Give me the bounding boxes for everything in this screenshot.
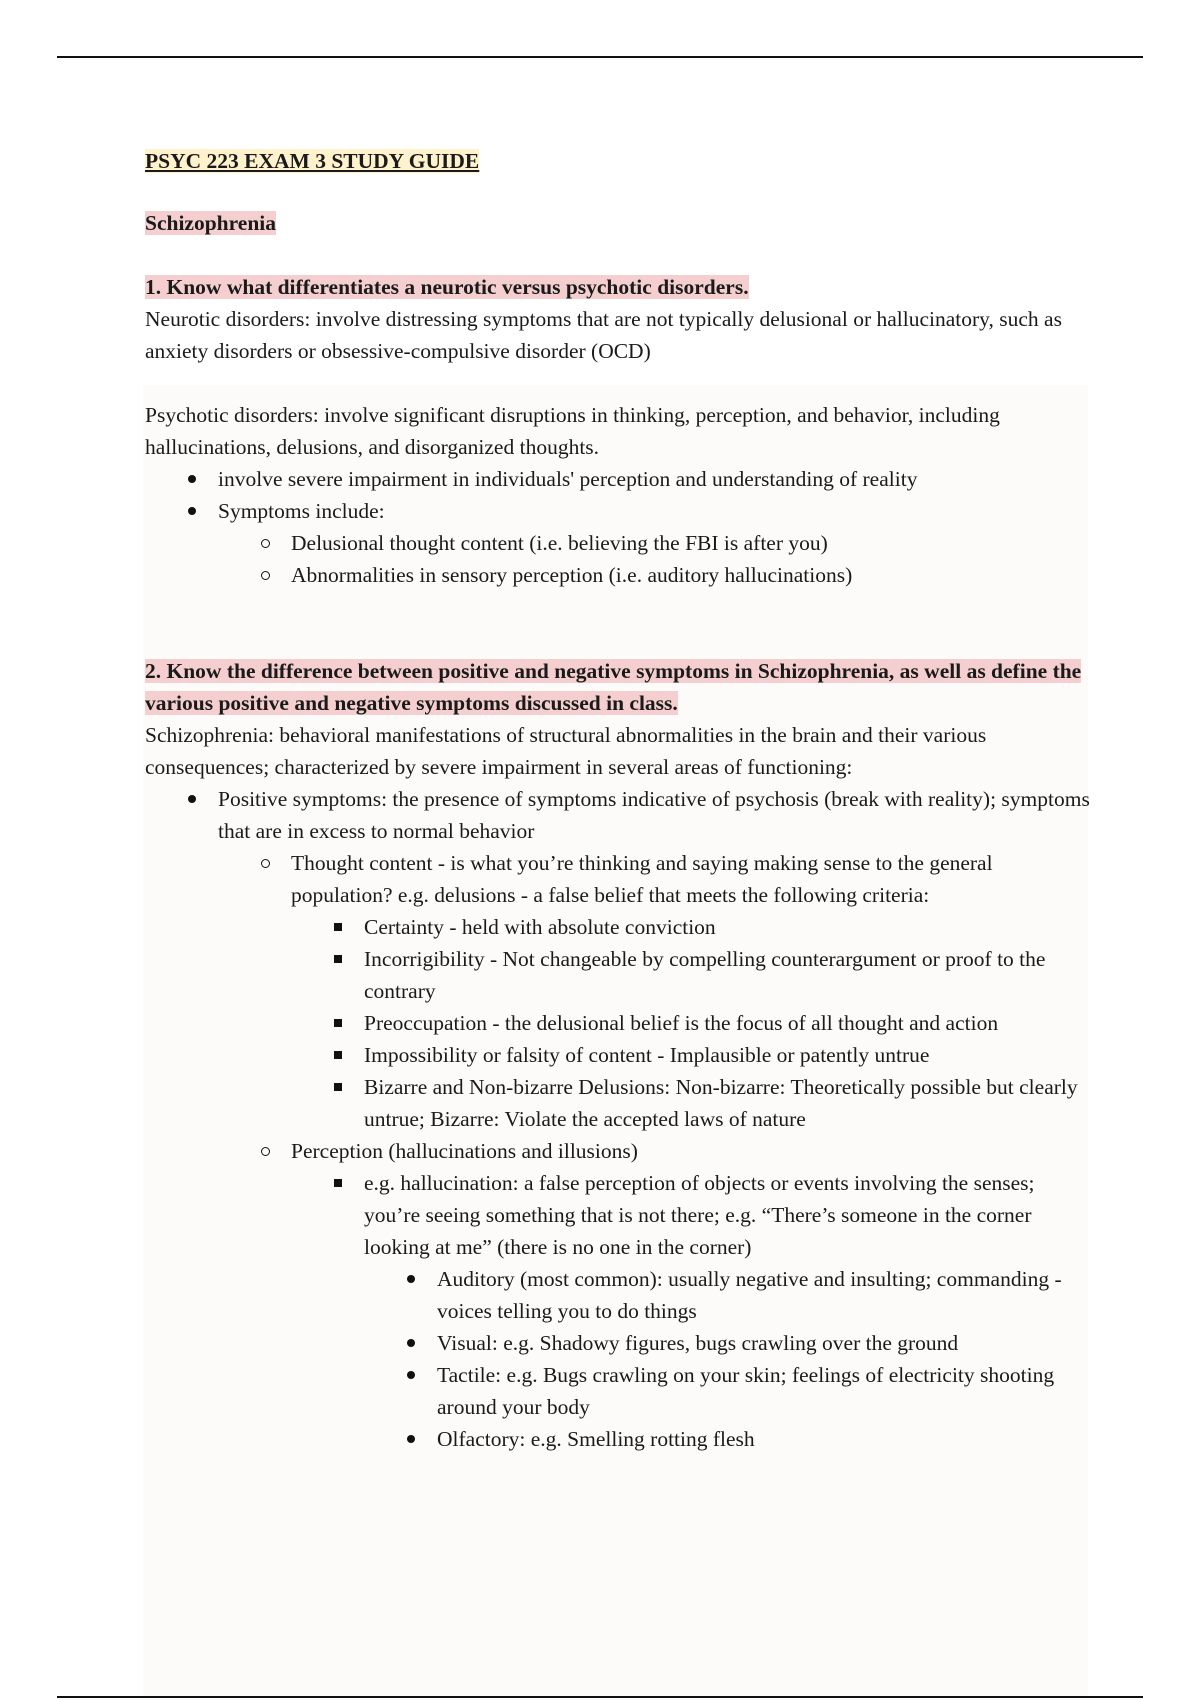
list-item: e.g. hallucination: a false perception of objects or events involving the senses; you’re seeing something that is not there; e.g. “There’s someone in the corner looking at me” (there is no one in the corner): [145, 1167, 1095, 1263]
bottom-page-rule: [57, 1696, 1143, 1698]
bullet-icon: [401, 1263, 421, 1295]
list-item: Visual: e.g. Shadowy figures, bugs crawling over the ground: [145, 1327, 1095, 1359]
list-item: Tactile: e.g. Bugs crawling on your skin; feelings of electricity shooting around your body: [145, 1359, 1095, 1423]
bullet-icon: [401, 1423, 421, 1455]
list-item: Positive symptoms: the presence of symptoms indicative of psychosis (break with reality); symptoms that are in excess to normal behavior: [145, 783, 1095, 847]
question-1-heading: 1. Know what differentiates a neurotic versus psychotic disorders.: [145, 275, 749, 299]
bullet-icon: [182, 495, 202, 527]
bullet-icon: [182, 463, 202, 495]
schizophrenia-definition: Schizophrenia: behavioral manifestations of structural abnormalities in the brain and their various consequences; characterized by severe impairment in several areas of functioning:: [145, 723, 987, 779]
document-title: PSYC 223 EXAM 3 STUDY GUIDE: [145, 149, 480, 173]
document-body: [145, 145, 1095, 1455]
list-item: Symptoms include:: [145, 495, 1095, 527]
list-item: Abnormalities in sensory perception (i.e. auditory hallucinations): [145, 559, 1095, 591]
question-2-heading: 2. Know the difference between positive and negative symptoms in Schizophrenia, as well as define the various positive and negative symptoms discussed in class.: [145, 659, 1082, 715]
list-item: Incorrigibility - Not changeable by compelling counterargument or proof to the contrary: [145, 943, 1095, 1007]
circle-bullet-icon: [255, 847, 275, 879]
square-bullet-icon: [328, 1167, 348, 1199]
neurotic-definition: Neurotic disorders: involve distressing symptoms that are not typically delusional or hallucinatory, such as anxiety disorders or obsessive-compulsive disorder (OCD): [145, 307, 1062, 363]
top-page-rule: [57, 56, 1143, 58]
list-item: involve severe impairment in individuals' perception and understanding of reality: [145, 463, 1095, 495]
psychotic-definition: Psychotic disorders: involve significant disruptions in thinking, perception, and behavior, including hallucinations, delusions, and disorganized thoughts.: [145, 403, 1000, 459]
circle-bullet-icon: [255, 559, 275, 591]
bullet-icon: [401, 1359, 421, 1391]
square-bullet-icon: [328, 911, 348, 943]
list-item: Delusional thought content (i.e. believing the FBI is after you): [145, 527, 1095, 559]
list-item: Olfactory: e.g. Smelling rotting flesh: [145, 1423, 1095, 1455]
list-item: Auditory (most common): usually negative and insulting; commanding - voices telling you to do things: [145, 1263, 1095, 1327]
section-heading: Schizophrenia: [145, 211, 277, 235]
list-item: Preoccupation - the delusional belief is the focus of all thought and action: [145, 1007, 1095, 1039]
square-bullet-icon: [328, 1071, 348, 1103]
list-item: Certainty - held with absolute conviction: [145, 911, 1095, 943]
symptom-list: [145, 783, 1095, 1455]
psychotic-bullet-list: [145, 463, 1095, 591]
square-bullet-icon: [328, 1039, 348, 1071]
bullet-icon: [401, 1327, 421, 1359]
square-bullet-icon: [328, 1007, 348, 1039]
circle-bullet-icon: [255, 1135, 275, 1167]
square-bullet-icon: [328, 943, 348, 975]
list-item: Perception (hallucinations and illusions): [145, 1135, 1095, 1167]
list-item: Bizarre and Non-bizarre Delusions: Non-bizarre: Theoretically possible but clearly untrue; Bizarre: Violate the accepted laws of nature: [145, 1071, 1095, 1135]
list-item: Impossibility or falsity of content - Implausible or patently untrue: [145, 1039, 1095, 1071]
bullet-icon: [182, 783, 202, 815]
list-item: Thought content - is what you’re thinking and saying making sense to the general population? e.g. delusions - a false belief that meets the following criteria:: [145, 847, 1095, 911]
circle-bullet-icon: [255, 527, 275, 559]
